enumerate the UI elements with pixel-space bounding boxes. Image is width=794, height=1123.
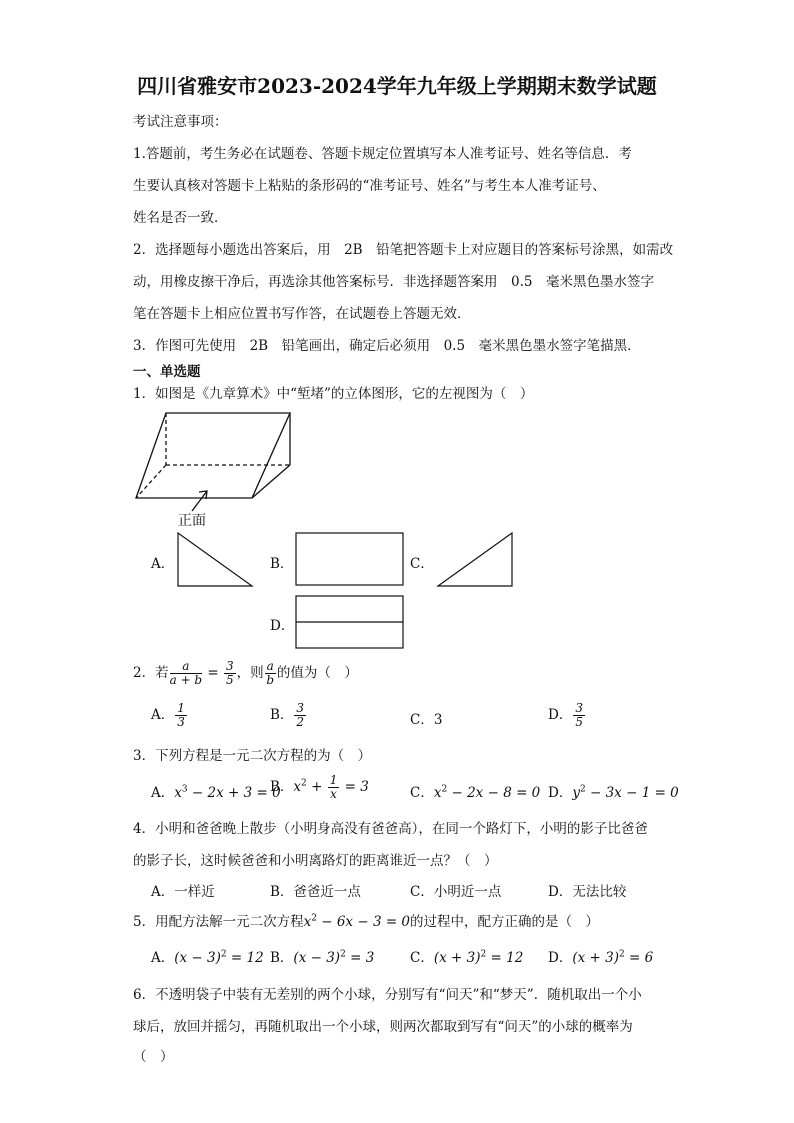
notice-line: 动，用橡皮擦干净后，再选涂其他答案标号．非选择题答案用 0.5 毫米黑色墨水签字 xyxy=(133,274,654,290)
section-heading: 一、单选题 xyxy=(133,364,201,380)
q6-stem-line3: （ ） xyxy=(133,1049,174,1065)
q4-option-d: D．无法比较 xyxy=(548,884,627,900)
q6-stem-line1: 6．不透明袋子中装有无差别的两个小球，分别写有“问天”和“梦天”．随机取出一个小 xyxy=(133,987,642,1003)
q1-option-d-label: D． xyxy=(270,618,295,634)
q3-option-c: C．$x^2 - 2x - 8 = 0$ xyxy=(410,784,541,801)
front-label: 正面 xyxy=(178,513,206,529)
q2-option-c: C．3 xyxy=(410,712,443,728)
q4-stem-line1: 4．小明和爸爸晚上散步（小明身高没有爸爸高），在同一个路灯下，小明的影子比爸爸 xyxy=(133,821,648,837)
q4-option-c: C．小明近一点 xyxy=(410,884,502,900)
q3-option-a: A．$x^3 - 2x + 3 = 0$ xyxy=(151,784,281,801)
q3-option-b: B．$x^2$ + $\frac{1}{x}$ = 3 xyxy=(270,773,369,801)
q5-option-b: B．$(x - 3)^2 = 3$ xyxy=(270,949,375,966)
q2-stem: 2．若 $\frac{a}{a + b}$ = $\frac{3}{5}$ ，则 $\frac{a}{b}$ 的值为（ ） xyxy=(133,659,358,687)
q2-option-d: D． $\frac{3}{5}$ xyxy=(548,701,583,729)
q1-option-b-label: B． xyxy=(270,556,294,572)
q5-option-a: A．$(x - 3)^2 = 12$ xyxy=(151,949,264,966)
q1-stem: 1．如图是《九章算术》中“堑堵”的立体图形，它的左视图为（ ） xyxy=(133,386,534,402)
q3-option-d: D．$y^2 - 3x - 1 = 0$ xyxy=(548,784,679,801)
notice-line: 笔在答题卡上相应位置书写作答，在试题卷上答题无效． xyxy=(133,306,471,322)
notice-heading: 考试注意事项： xyxy=(133,114,228,130)
q1-option-a-label: A． xyxy=(151,556,175,572)
notice-line: 姓名是否一致． xyxy=(133,210,228,226)
page-title: 四川省雅安市2023-2024学年九年级上学期期末数学试题 xyxy=(137,74,657,98)
notice-line: 生要认真核对答题卡上粘贴的条形码的“准考证号、姓名”与考生本人准考证号、 xyxy=(133,178,606,194)
q2-option-b: B． $\frac{3}{2}$ xyxy=(270,701,305,729)
q3-stem: 3．下列方程是一元二次方程的为（ ） xyxy=(133,748,372,764)
q5-option-c: C．$(x + 3)^2 = 12$ xyxy=(410,949,524,966)
q4-option-b: B．爸爸近一点 xyxy=(270,884,361,900)
q1-option-c-label: C． xyxy=(410,556,434,572)
notice-line: 3．作图可先使用 2B 铅笔画出，确定后必须用 0.5 毫米黑色墨水签字笔描黑． xyxy=(133,338,641,354)
q4-option-a: A．一样近 xyxy=(151,884,215,900)
notice-line: 2．选择题每小题选出答案后，用 2B 铅笔把答题卡上对应题目的答案标号涂黑，如需改 xyxy=(133,242,674,258)
q6-stem-line2: 球后，放回并摇匀，再随机取出一个小球，则两次都取到写有“问天”的小球的概率为 xyxy=(133,1019,633,1035)
q5-stem: 5．用配方法解一元二次方程$x^2 - 6x - 3 = 0$的过程中，配方正确的是（ ） xyxy=(133,913,600,930)
q5-option-d: D．$(x + 3)^2 = 6$ xyxy=(548,949,654,966)
q2-option-a: A． $\frac{1}{3}$ xyxy=(151,701,185,729)
notice-line: 1.答题前，考生务必在试题卷、答题卡规定位置填写本人准考证号、姓名等信息．考 xyxy=(133,146,632,162)
q4-stem-line2: 的影子长，这时候爸爸和小明离路灯的距离谁近一点？（ ） xyxy=(133,853,498,869)
